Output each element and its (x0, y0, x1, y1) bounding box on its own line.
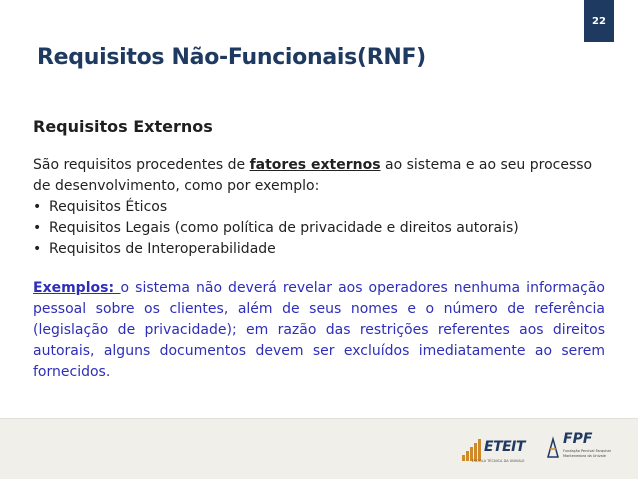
bullet-icon: • (33, 241, 42, 257)
page-number-badge (584, 0, 614, 42)
intro-text-start: São requisitos procedentes de (33, 157, 250, 173)
page-number: 22 (592, 15, 606, 27)
footer-bar (0, 418, 638, 479)
fpf-tagline-line-2: Mantenedora da Univale (563, 454, 606, 458)
bullet-item (33, 239, 605, 260)
bullet-item (33, 218, 605, 239)
bullet-text: Requisitos de Interoperabilidade (49, 241, 276, 257)
fpf-mark-icon (545, 435, 561, 459)
bullet-icon: • (33, 199, 42, 215)
intro-text-end: ao sistema e ao seu processo de desenvolvimento, como por exemplo: (33, 157, 593, 194)
bullet-text: Requisitos Legais (como política de privacidade e direitos autorais) (49, 220, 519, 236)
fpf-tagline-line-1: Fundação Percival Farquhar (563, 449, 612, 453)
intro-emphasis: fatores externos (249, 157, 381, 173)
fpf-logo-tagline (563, 449, 611, 459)
section-subtitle: Requisitos Externos (33, 117, 213, 136)
bullet-item (33, 197, 605, 218)
example-text: o sistema não deverá revelar aos operadores nenhuma informação pessoal sobre os clientes, além de seus nomes e o número de referência (legislação de privacidade); em razão das restrições referentes aos direitos autorais, alguns documentos devem ser excluídos imediatamente ao serem fornecidos. (33, 280, 606, 380)
slide-title: Requisitos Não-Funcionais(RNF) (37, 45, 426, 70)
eteit-logo (462, 437, 534, 467)
bullet-icon: • (33, 220, 42, 236)
intro-paragraph (33, 155, 605, 197)
bullet-list (33, 197, 605, 260)
eteit-logo-name: ETEIT (484, 439, 525, 455)
fpf-logo (545, 431, 615, 471)
slide-content (33, 116, 605, 383)
example-label: Exemplos: (33, 280, 121, 296)
bullet-text: Requisitos Éticos (49, 199, 168, 215)
eteit-bars-icon (462, 441, 482, 461)
fpf-logo-name: FPF (563, 431, 593, 447)
eteit-logo-tagline: ESCOLA TÉCNICA DA UNIVALE (472, 459, 525, 463)
example-paragraph (33, 278, 605, 383)
